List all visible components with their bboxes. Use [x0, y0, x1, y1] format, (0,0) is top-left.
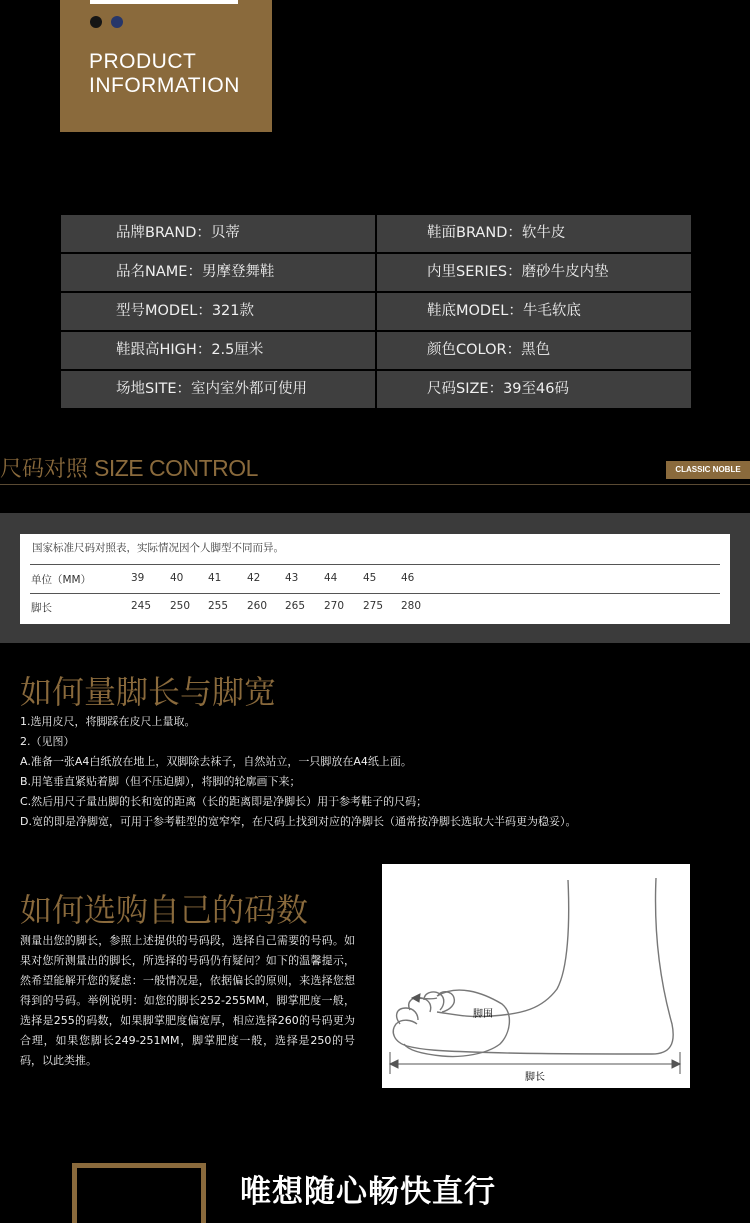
- size-value: 42: [247, 572, 261, 584]
- girth-label: 脚围: [473, 1009, 493, 1020]
- spec-row: [61, 332, 691, 369]
- measure-step: 2.（见图）: [20, 735, 75, 748]
- measure-title: 如何量脚长与脚宽: [20, 673, 277, 711]
- length-value: 250: [170, 600, 191, 612]
- size-value: 39: [131, 572, 145, 584]
- spec-cell: 型号MODEL：321款: [61, 293, 375, 330]
- length-value: 270: [324, 600, 345, 612]
- size-table: [20, 534, 730, 624]
- size-control-title-en: SIZE CONTROL: [94, 455, 258, 481]
- spec-cell: 鞋跟高HIGH：2.5厘米: [61, 332, 375, 369]
- spec-row: [61, 254, 691, 291]
- spec-cell: 鞋底MODEL：牛毛软底: [377, 293, 691, 330]
- slogan: 唯想随心畅快直行: [240, 1174, 496, 1210]
- length-value: 255: [208, 600, 229, 612]
- spec-table: [61, 215, 691, 410]
- foot-outline-icon: [382, 864, 690, 1088]
- size-value: 41: [208, 572, 222, 584]
- badge-top-bar: [90, 0, 238, 4]
- size-value: 43: [285, 572, 299, 584]
- table-divider: [30, 593, 720, 594]
- section-divider: [0, 484, 750, 485]
- length-value: 265: [285, 600, 306, 612]
- dot-indicator: [90, 16, 102, 28]
- spec-row: [61, 293, 691, 330]
- choose-title: 如何选购自己的码数: [20, 891, 309, 929]
- spec-cell: 内里SERIES：磨砂牛皮内垫: [377, 254, 691, 291]
- badge-title-line2: INFORMATION: [89, 74, 240, 97]
- spec-cell: 品名NAME：男摩登舞鞋: [61, 254, 375, 291]
- foot-length-label: 脚长: [31, 602, 52, 614]
- choose-body: 测量出您的脚长，参照上述提供的号码段，选择自己需要的号码。如果对您所测量出的脚长，所选择的号码仍有疑问？如下的温馨提示，然希望能解开您的疑虑：一般情况是，依据偏长的原则，来选择您想得到的号码。举例说明：如您的脚长252-255MM，脚掌肥度一般，选择是255的码数，如果脚掌肥度偏宽厚，相应选择260的号码更为合理，如果您脚长249-251MM，脚掌肥度一般，选择是250的号码，以此类推。: [20, 934, 355, 1067]
- size-value: 44: [324, 572, 338, 584]
- spec-cell: 场地SITE：室内室外都可使用: [61, 371, 375, 408]
- unit-label: 单位（MM）: [31, 574, 92, 586]
- spec-cell: 尺码SIZE：39至46码: [377, 371, 691, 408]
- table-divider: [30, 564, 720, 565]
- badge-title-line1: PRODUCT: [89, 50, 197, 73]
- spec-cell: 鞋面BRAND：软牛皮: [377, 215, 691, 252]
- classic-noble-tag: CLASSIC NOBLE: [666, 461, 750, 479]
- dot-indicator: [111, 16, 123, 28]
- size-control-title: [0, 452, 258, 486]
- length-value: 245: [131, 600, 152, 612]
- length-value: 260: [247, 600, 268, 612]
- product-info-badge: [60, 0, 272, 132]
- measure-step: A.准备一张A4白纸放在地上，双脚除去袜子，自然站立，一只脚放在A4纸上面。: [20, 755, 412, 768]
- size-table-note: 国家标准尺码对照表，实际情况因个人脚型不同而异。: [32, 542, 284, 554]
- measure-step: C.然后用尺子量出脚的长和宽的距离（长的距离即是净脚长）用于参考鞋子的尺码；: [20, 795, 428, 808]
- measure-step: D.宽的即是净脚宽，可用于参考鞋型的宽窄窄，在尺码上找到对应的净脚长（通常按净脚长选取大半码更为稳妥）。: [20, 815, 577, 828]
- foot-diagram: [382, 864, 690, 1088]
- size-value: 46: [401, 572, 415, 584]
- spec-cell: 品牌BRAND：贝蒂: [61, 215, 375, 252]
- measure-step: B.用笔垂直紧贴着脚（但不压迫脚），将脚的轮廓画下来；: [20, 775, 301, 788]
- size-value: 45: [363, 572, 377, 584]
- spec-cell: 颜色COLOR：黑色: [377, 332, 691, 369]
- size-control-title-cn: 尺码对照: [0, 457, 89, 482]
- spec-row: [61, 371, 691, 408]
- decor-frame: [72, 1163, 206, 1223]
- spec-row: [61, 215, 691, 252]
- length-value: 275: [363, 600, 384, 612]
- badge-title: [89, 50, 240, 98]
- measure-step: 1.选用皮尺，将脚踩在皮尺上量取。: [20, 715, 196, 728]
- size-value: 40: [170, 572, 184, 584]
- length-value: 280: [401, 600, 422, 612]
- length-label: 脚长: [525, 1072, 545, 1083]
